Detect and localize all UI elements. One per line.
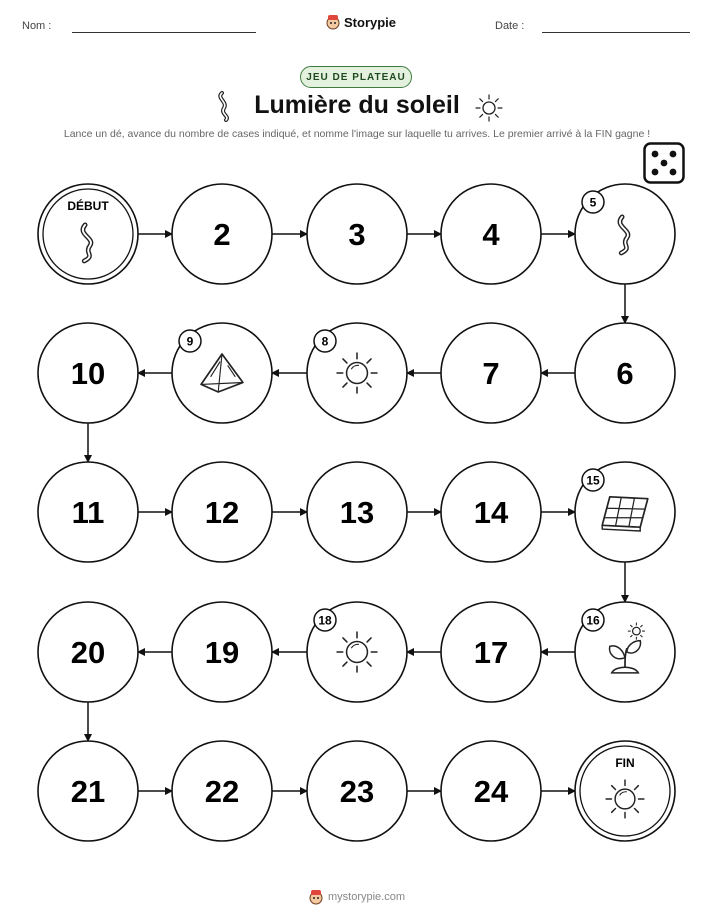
- board-cell-18: [307, 602, 407, 702]
- board-cell-9: [172, 323, 272, 423]
- board-cell-11: [38, 462, 138, 562]
- name-label: Nom :: [22, 20, 52, 32]
- cell-number: 21: [70, 774, 106, 809]
- cell-number: 8: [321, 334, 329, 349]
- cell-number: 13: [339, 495, 375, 530]
- cell-number: 16: [586, 613, 600, 628]
- board-cell-19: [172, 602, 272, 702]
- cell-number: 18: [318, 613, 332, 628]
- cell-number: 15: [586, 473, 600, 488]
- game-type-badge: JEU DE PLATEAU: [300, 66, 412, 88]
- footer: [0, 889, 714, 905]
- cell-number: 7: [482, 356, 500, 391]
- board-cell-3: [307, 184, 407, 284]
- board-cell-13: [307, 462, 407, 562]
- cell-number: 23: [339, 774, 375, 809]
- page-title: Lumière du soleil: [254, 91, 460, 119]
- cell-number: 12: [204, 495, 240, 530]
- cell-number: 4: [482, 217, 500, 252]
- board-cell-1: [38, 184, 138, 284]
- board-cell-22: [172, 741, 272, 841]
- footer-mascot-icon: [309, 889, 323, 905]
- cell-number: 20: [70, 635, 106, 670]
- instructions: Lance un dé, avance du nombre de cases indiqué, et nomme l'image sur laquelle tu arrives. Le premier arrivé à la FIN gagne !: [63, 128, 651, 140]
- board-cell-16: [575, 602, 675, 702]
- cell-number: 22: [204, 774, 240, 809]
- board-cell-24: [441, 741, 541, 841]
- board-cell-4: [441, 184, 541, 284]
- board-cell-5: [575, 184, 675, 284]
- board-cell-2: [172, 184, 272, 284]
- cell-number: 2: [213, 217, 231, 252]
- end-label: FIN: [615, 756, 635, 770]
- board-cell-8: [307, 323, 407, 423]
- brand-name: Storypie: [344, 14, 397, 30]
- cell-number: 10: [70, 356, 106, 391]
- board-cell-20: [38, 602, 138, 702]
- board-cell-10: [38, 323, 138, 423]
- cell-number: 11: [71, 495, 105, 530]
- cell-number: 24: [473, 774, 509, 809]
- cell-number: 3: [348, 217, 366, 252]
- board-cell-6: [575, 323, 675, 423]
- cell-number: 19: [204, 635, 240, 670]
- board-cell-17: [441, 602, 541, 702]
- cell-number: 17: [473, 635, 509, 670]
- cell-number: 5: [589, 195, 597, 210]
- start-label: DÉBUT: [67, 199, 109, 213]
- board-cell-12: [172, 462, 272, 562]
- board-cell-23: [307, 741, 407, 841]
- footer-url: mystorypie.com: [327, 891, 406, 903]
- board-cell-7: [441, 323, 541, 423]
- cell-number: 9: [186, 334, 194, 349]
- cell-number: 14: [473, 495, 509, 530]
- board-cell-14: [441, 462, 541, 562]
- date-label: Date :: [495, 20, 525, 32]
- board-cell-21: [38, 741, 138, 841]
- board-cell-25: [575, 741, 675, 841]
- board-cell-15: [575, 462, 675, 562]
- cell-number: 6: [616, 356, 634, 391]
- solar-panel-icon: [602, 497, 648, 531]
